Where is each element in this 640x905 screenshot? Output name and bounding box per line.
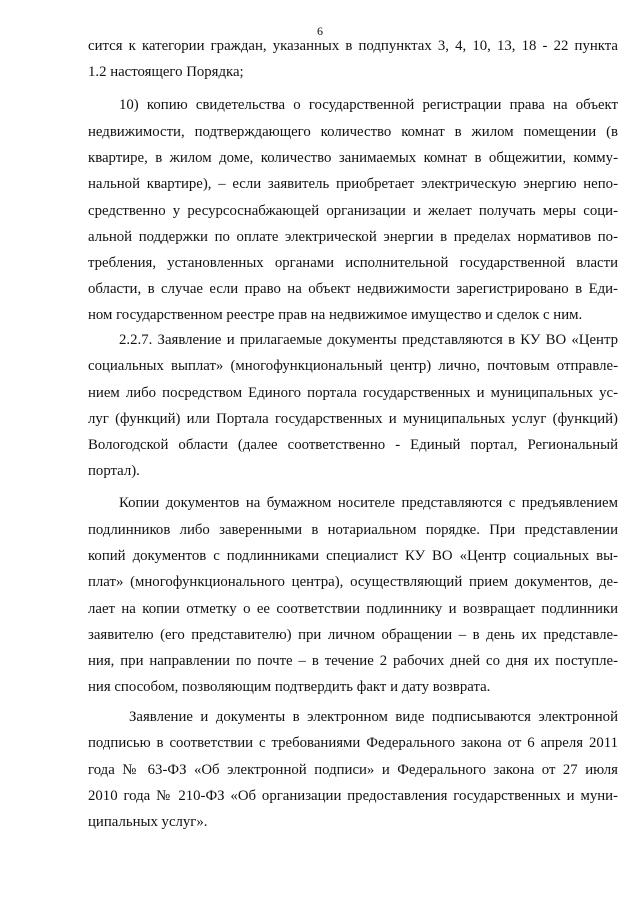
text-line: нием либо посредством Единого портала государственных и муниципальных ус- (88, 385, 618, 401)
text-line: социальных выплат» (многофункциональный центр) лично, почтовым отправле- (88, 358, 618, 374)
text-line: ния способом, позволяющим подтвердить факт и дату возврата. (88, 679, 491, 695)
page-number: 6 (317, 24, 323, 38)
text-line: Заявление и документы в электронном виде подписываются электронной (129, 709, 618, 725)
text-line: ном государственном реестре прав на недвижимое имущество и сделок с ним. (88, 307, 583, 323)
text-line: нальной квартире), – если заявитель приобретает электрическую энергию непо- (88, 176, 618, 192)
text-line: 10) копию свидетельства о государственной регистрации права на объект (119, 97, 618, 113)
text-line: портал). (88, 463, 140, 479)
text-line: ципальных услуг». (88, 814, 208, 830)
text-line: недвижимости, подтверждающего количество комнат в жилом помещении (в (88, 124, 618, 140)
text-line: области, в случае если право на объект недвижимости зарегистрировано в Еди- (88, 281, 618, 297)
text-line: ния, при направлении по почте – в течение 2 рабочих дней со дня их поступле- (88, 653, 618, 669)
text-line: копий документов с подлинниками специалист КУ ВО «Центр социальных вы- (88, 548, 618, 564)
text-line: заявителю (его представителю) при личном обращении – в день их представле- (88, 627, 618, 643)
text-line: 2010 года № 210-ФЗ «Об организации предоставления государственных и муни- (88, 788, 618, 804)
text-line: подлинников либо заверенными в нотариальном порядке. При представлении (88, 522, 618, 538)
text-line: требления, установленных органами исполнительной государственной власти (88, 255, 618, 271)
text-line: подписью в соответствии с требованиями Федерального закона от 6 апреля 2011 (88, 735, 618, 751)
text-line: плат» (многофункционального центра), осуществляющий прием документов, де- (88, 574, 618, 590)
text-line: 2.2.7. Заявление и прилагаемые документы представляются в КУ ВО «Центр (119, 332, 618, 348)
text-line: средственно у ресурсоснабжающей организации и желает получать меры соци- (88, 203, 618, 219)
text-line: сится к категории граждан, указанных в подпунктах 3, 4, 10, 13, 18 - 22 пункта (88, 38, 618, 54)
text-line: лает на копии отметку о ее соответствии подлиннику и возвращает подлинники (88, 601, 618, 617)
text-line: Вологодской области (далее соответственно - Единый портал, Региональный (88, 437, 618, 453)
text-line: альной поддержки по оплате электрической энергии в пределах нормативов по- (88, 229, 618, 245)
text-line: 1.2 настоящего Порядка; (88, 64, 244, 80)
text-line: луг (функций) или Портала государственных и муниципальных услуг (функций) (88, 411, 618, 427)
text-line: года № 63-ФЗ «Об электронной подписи» и Федерального закона от 27 июля (88, 762, 618, 778)
text-line: Копии документов на бумажном носителе представляются с предъявлением (119, 495, 618, 511)
text-line: квартире, в жилом доме, количество занимаемых комнат в общежитии, комму- (88, 150, 618, 166)
